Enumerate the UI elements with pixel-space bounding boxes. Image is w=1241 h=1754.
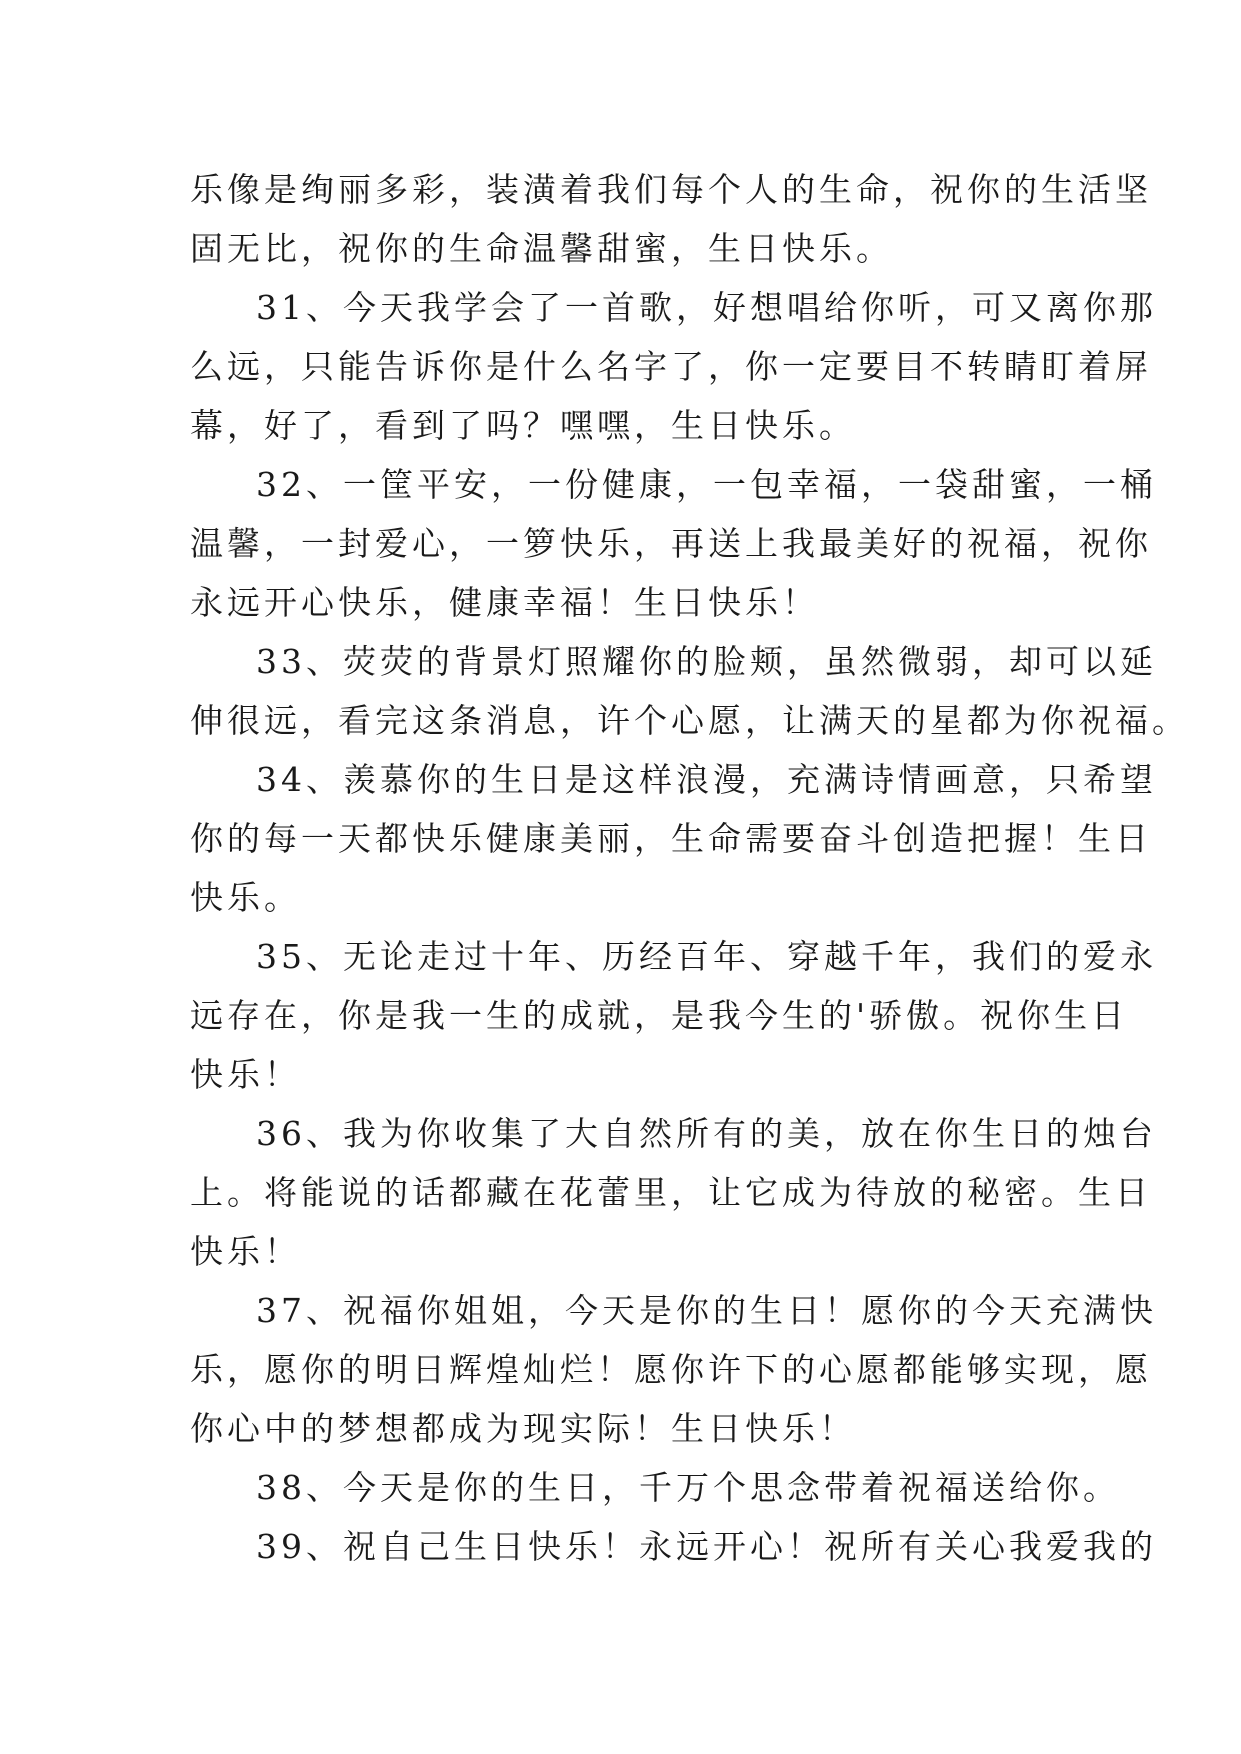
text-line: 32、一筐平安，一份健康，一包幸福，一袋甜蜜，一桶 [256,465,1157,504]
text-line: 37、祝福你姐姐，今天是你的生日！愿你的今天充满快 [256,1291,1157,1330]
text-line: 乐，愿你的明日辉煌灿烂！愿你许下的心愿都能够实现，愿 [190,1350,1152,1389]
text-line: 38、今天是你的生日，千万个思念带着祝福送给你。 [256,1468,1120,1507]
text-line: 35、无论走过十年、历经百年、穿越千年，我们的爱永 [256,937,1157,976]
text-line: 39、祝自己生日快乐！永远开心！祝所有关心我爱我的 [256,1527,1157,1566]
text-line: 快乐。 [190,878,301,917]
paragraph-wish-38 [190,1458,1120,1517]
document-body [190,160,1189,1576]
text-line: 快乐！ [190,1232,301,1271]
paragraph-wish-33 [190,632,1189,750]
text-line: 你的每一天都快乐健康美丽，生命需要奋斗创造把握！生日 [190,819,1152,858]
text-line: 幕，好了，看到了吗？嘿嘿，生日快乐。 [190,406,856,445]
text-line: 远存在，你是我一生的成就，是我今生的'骄傲。祝你生日 [190,996,1129,1035]
text-line: 31、今天我学会了一首歌，好想唱给你听，可又离你那 [256,288,1157,327]
text-line: 温馨，一封爱心，一箩快乐，再送上我最美好的祝福，祝你 [190,524,1152,563]
text-line: 34、羡慕你的生日是这样浪漫，充满诗情画意，只希望 [256,760,1157,799]
paragraph-wish-35 [190,927,1157,1104]
paragraph-wish-34 [190,750,1157,927]
paragraph-wish-37 [190,1281,1157,1458]
text-line: 36、我为你收集了大自然所有的美，放在你生日的烛台 [256,1114,1157,1153]
text-line: 伸很远，看完这条消息，许个心愿，让满天的星都为你祝福。 [190,701,1189,740]
text-line: 永远开心快乐，健康幸福！生日快乐！ [190,583,819,622]
paragraph-wish-31 [190,278,1157,455]
paragraph-wish-39 [190,1517,1157,1576]
text-line: 快乐！ [190,1055,301,1094]
text-line: 固无比，祝你的生命温馨甜蜜，生日快乐。 [190,229,893,268]
text-line: 么远，只能告诉你是什么名字了，你一定要目不转睛盯着屏 [190,347,1152,386]
text-line: 33、荧荧的背景灯照耀你的脸颊，虽然微弱，却可以延 [256,642,1157,681]
paragraph-continued [190,160,1152,278]
text-line: 乐像是绚丽多彩，装潢着我们每个人的生命，祝你的生活坚 [190,170,1152,209]
text-line: 你心中的梦想都成为现实际！生日快乐！ [190,1409,856,1448]
paragraph-wish-36 [190,1104,1157,1281]
text-line: 上。将能说的话都藏在花蕾里，让它成为待放的秘密。生日 [190,1173,1152,1212]
paragraph-wish-32 [190,455,1157,632]
